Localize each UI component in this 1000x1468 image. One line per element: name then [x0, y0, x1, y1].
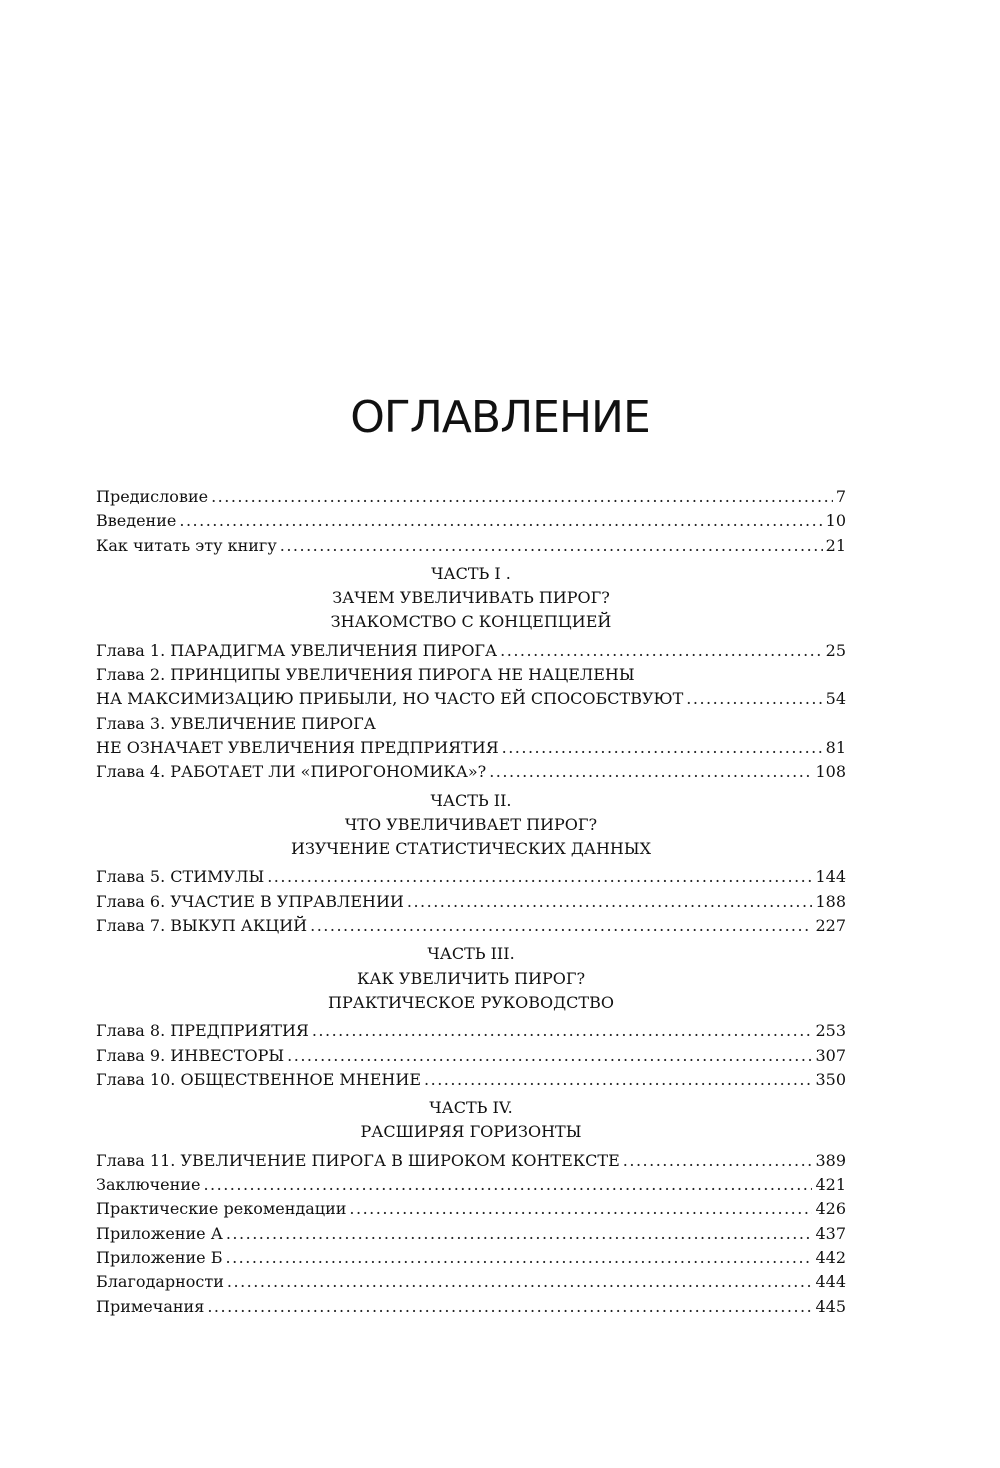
toc-entry-label: Глава 8. ПРЕДПРИЯТИЯ: [96, 1021, 309, 1041]
toc-entry-page: 54: [825, 689, 846, 709]
toc-entry-acknowledgements[interactable]: [96, 1270, 846, 1294]
dot-leader: [227, 1270, 813, 1294]
dot-leader: [225, 1246, 812, 1270]
toc-entry-chapter-1[interactable]: [96, 639, 846, 663]
dot-leader: [211, 485, 833, 509]
dot-leader: [686, 687, 822, 711]
toc-entry-label: Как читать эту книгу: [96, 535, 277, 555]
toc-entry-appendix-b[interactable]: [96, 1246, 846, 1270]
dot-leader: [179, 509, 822, 533]
dot-leader: [502, 736, 823, 760]
dot-leader: [407, 890, 813, 914]
table-of-contents: [96, 485, 846, 1319]
toc-entry-chapter-2-line-1[interactable]: Глава 2. ПРИНЦИПЫ УВЕЛИЧЕНИЯ ПИРОГА НЕ НАЦЕЛЕНЫ: [96, 665, 635, 685]
part-1-heading: ЧАСТЬ I .: [431, 563, 511, 583]
toc-entry-notes[interactable]: [96, 1295, 846, 1319]
toc-entry-page: 25: [825, 640, 846, 660]
toc-entry-chapter-2[interactable]: [96, 687, 846, 711]
toc-entry-recommendations[interactable]: [96, 1197, 846, 1221]
toc-entry-page: 227: [815, 916, 846, 936]
toc-entry-page: 421: [815, 1175, 846, 1195]
toc-entry-label: НЕ ОЗНАЧАЕТ УВЕЛИЧЕНИЯ ПРЕДПРИЯТИЯ: [96, 737, 499, 757]
toc-entry-preface[interactable]: [96, 485, 846, 509]
toc-entry-label: Приложение А: [96, 1223, 223, 1243]
toc-entry-appendix-a[interactable]: [96, 1222, 846, 1246]
dot-leader: [489, 760, 812, 784]
dot-leader: [623, 1149, 813, 1173]
toc-entry-page: 10: [825, 511, 846, 531]
toc-entry-page: 144: [815, 867, 846, 887]
toc-entry-chapter-3-line-1[interactable]: Глава 3. УВЕЛИЧЕНИЕ ПИРОГА: [96, 713, 376, 733]
toc-entry-label: Глава 6. УЧАСТИЕ В УПРАВЛЕНИИ: [96, 891, 404, 911]
dot-leader: [280, 534, 823, 558]
toc-entry-label: Глава 10. ОБЩЕСТВЕННОЕ МНЕНИЕ: [96, 1069, 422, 1089]
part-1-title: ЗАЧЕМ УВЕЛИЧИВАТЬ ПИРОГ?: [332, 588, 610, 608]
dot-leader: [310, 914, 812, 938]
toc-entry-label: Глава 4. РАБОТАЕТ ЛИ «ПИРОГОНОМИКА»?: [96, 762, 487, 782]
dot-leader: [207, 1295, 812, 1319]
part-3-subtitle: ПРАКТИЧЕСКОЕ РУКОВОДСТВО: [328, 992, 614, 1012]
toc-entry-label: Глава 1. ПАРАДИГМА УВЕЛИЧЕНИЯ ПИРОГА: [96, 640, 498, 660]
toc-entry-chapter-6[interactable]: [96, 890, 846, 914]
toc-entry-page: 426: [815, 1199, 846, 1219]
toc-entry-label: НА МАКСИМИЗАЦИЮ ПРИБЫЛИ, НО ЧАСТО ЕЙ СПОСОБСТВУЮТ: [96, 689, 684, 709]
toc-entry-page: 445: [815, 1296, 846, 1316]
toc-entry-label: Глава 7. ВЫКУП АКЦИЙ: [96, 916, 308, 936]
toc-entry-chapter-11[interactable]: [96, 1149, 846, 1173]
toc-entry-page: 81: [825, 737, 846, 757]
part-1-subtitle: ЗНАКОМСТВО С КОНЦЕПЦИЕЙ: [330, 612, 612, 632]
toc-entry-page: 108: [815, 762, 846, 782]
toc-entry-page: 253: [815, 1021, 846, 1041]
toc-entry-page: 442: [815, 1247, 846, 1267]
toc-entry-label: Глава 11. УВЕЛИЧЕНИЕ ПИРОГА В ШИРОКОМ КОНТЕКСТЕ: [96, 1150, 620, 1170]
toc-entry-label: Глава 9. ИНВЕСТОРЫ: [96, 1045, 285, 1065]
toc-entry-introduction[interactable]: [96, 509, 846, 533]
toc-entry-chapter-4[interactable]: [96, 760, 846, 784]
part-4-heading: ЧАСТЬ IV.: [429, 1098, 513, 1118]
toc-entry-label: Заключение: [96, 1175, 201, 1195]
part-4-title: РАСШИРЯЯ ГОРИЗОНТЫ: [360, 1122, 582, 1142]
dot-leader: [267, 865, 812, 889]
toc-entry-page: 188: [815, 891, 846, 911]
toc-entry-label: Практические рекомендации: [96, 1199, 347, 1219]
dot-leader: [312, 1019, 813, 1043]
part-3-heading: ЧАСТЬ III.: [427, 944, 515, 964]
toc-entry-conclusion[interactable]: [96, 1173, 846, 1197]
toc-entry-label: Предисловие: [96, 487, 209, 506]
part-2-subtitle: ИЗУЧЕНИЕ СТАТИСТИЧЕСКИХ ДАННЫХ: [291, 839, 651, 859]
toc-entry-label: Благодарности: [96, 1272, 224, 1292]
toc-entry-chapter-8[interactable]: [96, 1019, 846, 1043]
toc-entry-label: Глава 5. СТИМУЛЫ: [96, 867, 265, 887]
toc-entry-label: Приложение Б: [96, 1247, 223, 1267]
page-title: ОГЛАВЛЕНИЕ: [350, 392, 650, 443]
toc-entry-chapter-7[interactable]: [96, 914, 846, 938]
toc-entry-chapter-3[interactable]: [96, 736, 846, 760]
toc-entry-label: Примечания: [96, 1296, 205, 1316]
toc-entry-page: 437: [815, 1223, 846, 1243]
toc-entry-label: Введение: [96, 511, 177, 531]
toc-entry-page: 7: [835, 487, 846, 506]
toc-entry-page: 444: [815, 1272, 846, 1292]
toc-entry-chapter-10[interactable]: [96, 1068, 846, 1092]
dot-leader: [349, 1197, 812, 1221]
toc-entry-page: 21: [825, 535, 846, 555]
dot-leader: [226, 1222, 813, 1246]
toc-entry-how-to-read[interactable]: [96, 534, 846, 558]
dot-leader: [500, 639, 823, 663]
toc-entry-chapter-9[interactable]: [96, 1044, 846, 1068]
part-2-title: ЧТО УВЕЛИЧИВАЕТ ПИРОГ?: [344, 814, 598, 834]
dot-leader: [424, 1068, 812, 1092]
toc-entry-page: 389: [815, 1150, 846, 1170]
part-2-heading: ЧАСТЬ II.: [430, 790, 512, 810]
toc-entry-page: 350: [815, 1069, 846, 1089]
toc-entry-chapter-5[interactable]: [96, 865, 846, 889]
toc-entry-page: 307: [815, 1045, 846, 1065]
dot-leader: [287, 1044, 812, 1068]
part-3-title: КАК УВЕЛИЧИТЬ ПИРОГ?: [356, 968, 586, 988]
dot-leader: [203, 1173, 812, 1197]
